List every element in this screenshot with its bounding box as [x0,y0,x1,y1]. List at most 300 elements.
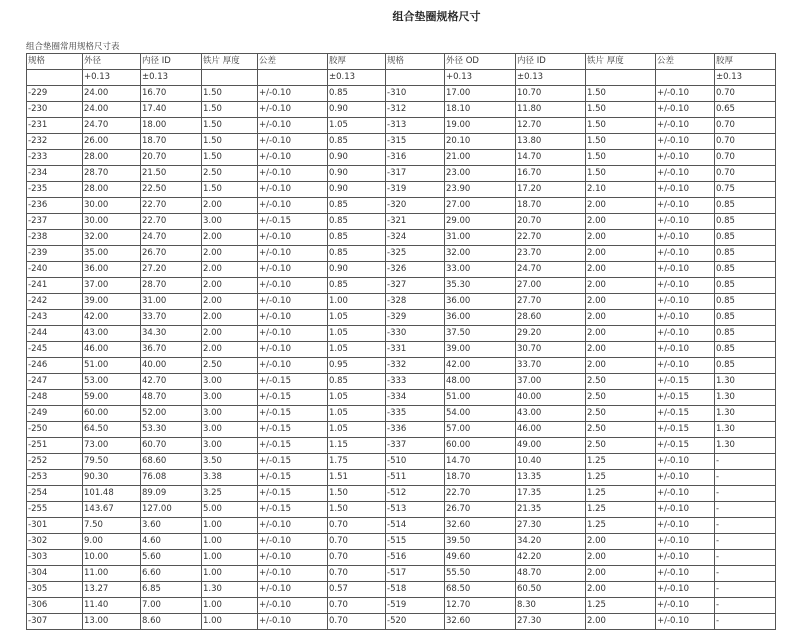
table-cell: 1.00 [202,614,258,630]
table-cell: 29.20 [516,326,586,342]
table-cell: 46.00 [83,342,141,358]
table-cell: 1.00 [202,534,258,550]
table-cell: -305 [27,582,83,598]
table-cell: -333 [386,374,445,390]
table-cell: 2.00 [586,326,656,342]
table-cell: -317 [386,166,445,182]
table-cell: 28.70 [141,278,202,294]
table-cell: 0.85 [715,198,776,214]
table-row [27,246,776,262]
table-cell: 0.85 [715,230,776,246]
table-cell: 铁片 厚度 [586,54,656,70]
table-cell: 28.60 [516,310,586,326]
table-cell: -336 [386,422,445,438]
table-cell: 0.85 [328,214,386,230]
table-cell: 11.80 [516,102,586,118]
table-cell: +/-0.10 [258,134,328,150]
table-row [27,118,776,134]
table-cell: 42.00 [83,310,141,326]
table-cell: 3.38 [202,470,258,486]
table-cell: 34.30 [141,326,202,342]
table-cell: 36.70 [141,342,202,358]
table-cell: 37.50 [445,326,516,342]
table-cell: 规格 [27,54,83,70]
table-cell: 2.50 [586,374,656,390]
table-cell: +/-0.15 [656,374,715,390]
table-cell: - [715,582,776,598]
table-cell: 31.00 [445,230,516,246]
table-cell: +/-0.10 [258,230,328,246]
table-cell: +/-0.10 [656,326,715,342]
table-cell: 1.00 [202,550,258,566]
table-cell: 20.70 [141,150,202,166]
table-cell: 胶厚 [328,54,386,70]
table-cell: -332 [386,358,445,374]
table-cell: - [715,502,776,518]
table-cell: 11.40 [83,598,141,614]
table-cell: +/-0.10 [258,310,328,326]
table-cell: 0.90 [328,262,386,278]
table-row [27,470,776,486]
table-cell: 2.00 [586,278,656,294]
table-cell: 27.00 [445,198,516,214]
table-cell: 1.15 [328,438,386,454]
table-cell: 1.50 [202,134,258,150]
table-cell: 0.70 [715,86,776,102]
table-row [27,198,776,214]
table-cell: +/-0.10 [656,502,715,518]
table-cell: 内径 ID [516,54,586,70]
table-cell: +/-0.10 [656,182,715,198]
table-cell: -319 [386,182,445,198]
table-row [27,358,776,374]
table-cell: 16.70 [516,166,586,182]
table-cell: 26.00 [83,134,141,150]
table-cell: 43.00 [83,326,141,342]
table-cell: 3.50 [202,454,258,470]
table-cell: +/-0.10 [258,150,328,166]
table-cell: -250 [27,422,83,438]
table-cell: +/-0.15 [258,214,328,230]
table-cell: 0.70 [715,134,776,150]
table-row [27,166,776,182]
table-cell: 0.90 [328,166,386,182]
table-cell: -510 [386,454,445,470]
table-cell: -229 [27,86,83,102]
table-cell: 21.50 [141,166,202,182]
table-cell: -519 [386,598,445,614]
table-cell: 27.00 [516,278,586,294]
table-cell: -315 [386,134,445,150]
table-cell: 60.00 [445,438,516,454]
table-cell: 外径 OD [445,54,516,70]
table-cell: 2.00 [586,550,656,566]
table-cell: -515 [386,534,445,550]
table-cell: +/-0.10 [258,614,328,630]
table-cell: 53.30 [141,422,202,438]
table-cell: 0.85 [715,342,776,358]
table-cell: +/-0.10 [656,598,715,614]
table-cell: 1.75 [328,454,386,470]
table-cell: - [715,470,776,486]
table-cell: 32.60 [445,518,516,534]
table-cell: 1.05 [328,406,386,422]
table-cell: 27.20 [141,262,202,278]
table-cell: 6.60 [141,566,202,582]
table-cell: 55.50 [445,566,516,582]
table-cell: -252 [27,454,83,470]
table-cell: 1.50 [202,102,258,118]
table-cell: 1.30 [715,422,776,438]
table-cell: 1.00 [202,566,258,582]
table-cell: 6.85 [141,582,202,598]
table-cell: 17.00 [445,86,516,102]
table-cell: 1.00 [328,294,386,310]
table-row [27,374,776,390]
table-cell: +/-0.15 [656,438,715,454]
table-cell: - [715,598,776,614]
table-cell: 1.00 [202,598,258,614]
table-cell: -330 [386,326,445,342]
table-cell: 2.00 [202,342,258,358]
table-cell: -327 [386,278,445,294]
table-cell: +/-0.10 [258,262,328,278]
table-cell: +/-0.10 [656,230,715,246]
table-cell: - [715,566,776,582]
table-cell: +/-0.10 [656,294,715,310]
table-cell: -512 [386,486,445,502]
table-cell [656,70,715,86]
table-cell: +/-0.15 [258,438,328,454]
table-cell: +/-0.10 [656,550,715,566]
table-cell: 33.70 [516,358,586,374]
table-cell: ±0.13 [141,70,202,86]
table-cell: 33.70 [141,310,202,326]
table-cell: 2.50 [586,390,656,406]
table-cell: 2.00 [586,342,656,358]
table-cell: - [715,454,776,470]
table-cell: 公差 [656,54,715,70]
table-cell: +/-0.10 [258,166,328,182]
table-row [27,150,776,166]
table-cell: -520 [386,614,445,630]
table-cell: 28.00 [83,150,141,166]
table-cell: 1.05 [328,390,386,406]
table-row [27,518,776,534]
table-cell: +/-0.10 [656,614,715,630]
table-cell: -245 [27,342,83,358]
table-cell: -320 [386,198,445,214]
table-cell: 18.00 [141,118,202,134]
table-cell: 1.05 [328,342,386,358]
table-cell: +/-0.10 [656,486,715,502]
table-cell: -517 [386,566,445,582]
table-cell: +/-0.10 [656,470,715,486]
table-cell: 2.00 [586,246,656,262]
table-cell: 0.85 [715,294,776,310]
table-cell: +/-0.10 [656,198,715,214]
table-cell: +/-0.10 [258,518,328,534]
table-cell: 37.00 [516,374,586,390]
table-cell: 1.50 [202,150,258,166]
table-cell [386,70,445,86]
table-cell: +/-0.10 [656,342,715,358]
table-cell: 34.20 [516,534,586,550]
table-cell: 1.25 [586,454,656,470]
table-cell: 68.60 [141,454,202,470]
table-cell: 32.60 [445,614,516,630]
table-cell: +/-0.15 [258,374,328,390]
table-cell: 51.00 [445,390,516,406]
table-row [27,422,776,438]
table-cell: 10.00 [83,550,141,566]
table-cell: 2.00 [202,230,258,246]
table-cell: -304 [27,566,83,582]
table-cell: 0.85 [328,230,386,246]
table-cell: 33.00 [445,262,516,278]
table-cell: +/-0.15 [656,406,715,422]
table-cell: 3.00 [202,406,258,422]
table-cell: 1.30 [715,390,776,406]
table-cell: -233 [27,150,83,166]
table-cell: 5.60 [141,550,202,566]
table-cell: 2.50 [586,438,656,454]
table-cell: +/-0.15 [258,406,328,422]
table-cell: 1.25 [586,486,656,502]
table-cell: 2.50 [586,406,656,422]
table-cell: 42.20 [516,550,586,566]
table-row [27,294,776,310]
table-cell: 0.85 [715,262,776,278]
table-cell: 0.85 [328,246,386,262]
table-cell: 36.00 [445,294,516,310]
table-cell: 89.09 [141,486,202,502]
table-cell: +/-0.15 [258,422,328,438]
table-cell: ±0.13 [715,70,776,86]
table-row [27,262,776,278]
table-cell: 26.70 [445,502,516,518]
table-cell [27,70,83,86]
table-cell: 57.00 [445,422,516,438]
table-cell: 49.00 [516,438,586,454]
table-cell: 1.30 [715,374,776,390]
table-cell: +/-0.10 [656,246,715,262]
table-cell: 22.70 [516,230,586,246]
table-cell: 2.00 [586,614,656,630]
table-cell: 43.00 [516,406,586,422]
table-cell: +/-0.10 [258,182,328,198]
table-cell: +/-0.10 [258,278,328,294]
table-cell: 48.00 [445,374,516,390]
table-cell: 18.70 [516,198,586,214]
table-cell: - [715,486,776,502]
table-cell: 2.00 [586,230,656,246]
table-cell: 24.00 [83,102,141,118]
table-cell: +0.13 [83,70,141,86]
table-cell: 60.00 [83,406,141,422]
table-cell: 10.70 [516,86,586,102]
table-cell: 1.50 [586,102,656,118]
table-cell: 1.50 [586,150,656,166]
table-cell: +/-0.10 [258,86,328,102]
table-cell: 1.05 [328,118,386,134]
table-cell: 14.70 [445,454,516,470]
table-cell: +/-0.10 [258,534,328,550]
table-row [27,230,776,246]
table-row [27,550,776,566]
table-cell: 1.05 [328,310,386,326]
table-cell: 28.00 [83,182,141,198]
table-header-row [27,54,776,70]
table-cell: +/-0.10 [656,582,715,598]
table-cell: -254 [27,486,83,502]
table-row [27,566,776,582]
table-cell: 29.00 [445,214,516,230]
table-cell: -328 [386,294,445,310]
table-cell: -303 [27,550,83,566]
table-cell: 1.05 [328,422,386,438]
table-cell: -237 [27,214,83,230]
table-cell: 11.00 [83,566,141,582]
table-cell: 23.00 [445,166,516,182]
table-cell: +/-0.10 [656,454,715,470]
table-cell: 32.00 [83,230,141,246]
table-cell: 1.25 [586,598,656,614]
table-cell: 60.50 [516,582,586,598]
table-cell: -248 [27,390,83,406]
table-cell: +/-0.10 [656,150,715,166]
table-cell: 内径 ID [141,54,202,70]
table-cell: 26.70 [141,246,202,262]
table-cell: 0.70 [715,166,776,182]
table-cell: 19.00 [445,118,516,134]
table-cell: 51.00 [83,358,141,374]
table-cell: 127.00 [141,502,202,518]
table-cell: 7.00 [141,598,202,614]
table-cell: 24.70 [141,230,202,246]
table-cell: -326 [386,262,445,278]
table-cell: ±0.13 [328,70,386,86]
table-cell: - [715,518,776,534]
spec-table [26,53,776,630]
table-cell: 3.00 [202,422,258,438]
table-cell: 16.70 [141,86,202,102]
table-cell: -240 [27,262,83,278]
table-cell: 30.00 [83,198,141,214]
table-cell: +/-0.10 [656,534,715,550]
table-cell: 1.00 [202,518,258,534]
table-cell: 8.60 [141,614,202,630]
table-cell: 外径 [83,54,141,70]
table-cell: 73.00 [83,438,141,454]
table-cell [586,70,656,86]
table-cell: -310 [386,86,445,102]
table-cell: +/-0.15 [258,390,328,406]
table-cell: 39.00 [83,294,141,310]
table-cell: -241 [27,278,83,294]
table-cell: +/-0.10 [258,566,328,582]
table-cell: 1.25 [586,470,656,486]
table-cell: 铁片 厚度 [202,54,258,70]
table-cell: +/-0.10 [656,86,715,102]
table-row [27,278,776,294]
table-cell: 68.50 [445,582,516,598]
table-cell: 0.90 [328,182,386,198]
table-cell: 17.40 [141,102,202,118]
table-cell: -238 [27,230,83,246]
table-cell: 12.70 [445,598,516,614]
table-cell: 2.00 [586,294,656,310]
table-cell: 30.70 [516,342,586,358]
table-cell: 3.00 [202,390,258,406]
table-cell: 36.00 [445,310,516,326]
table-cell: 27.30 [516,614,586,630]
table-cell: 4.60 [141,534,202,550]
table-cell: 0.85 [715,278,776,294]
table-cell: 0.70 [328,614,386,630]
table-cell: 3.00 [202,374,258,390]
table-cell: -516 [386,550,445,566]
table-cell: 1.50 [328,486,386,502]
table-cell: -236 [27,198,83,214]
table-cell: 2.00 [202,326,258,342]
table-cell: 18.70 [445,470,516,486]
table-cell: 0.70 [328,518,386,534]
table-cell: 0.70 [715,118,776,134]
table-cell: +/-0.10 [656,214,715,230]
table-row [27,534,776,550]
table-caption: 组合垫圈常用规格尺寸表 [26,42,120,52]
table-cell: 1.30 [202,582,258,598]
table-cell: 59.00 [83,390,141,406]
table-cell: +/-0.10 [656,118,715,134]
table-cell: 2.00 [586,358,656,374]
table-cell: 42.00 [445,358,516,374]
table-cell: 22.50 [141,182,202,198]
table-row [27,86,776,102]
table-cell: 0.95 [328,358,386,374]
table-cell: +0.13 [445,70,516,86]
table-cell: 8.30 [516,598,586,614]
table-row [27,342,776,358]
table-cell: -334 [386,390,445,406]
table-cell: 143.67 [83,502,141,518]
table-cell: -249 [27,406,83,422]
table-cell: 2.00 [586,534,656,550]
table-cell: 1.50 [202,118,258,134]
table-cell: 12.70 [516,118,586,134]
table-cell: 0.90 [328,102,386,118]
table-cell: 31.00 [141,294,202,310]
table-cell: 35.00 [83,246,141,262]
table-cell: -316 [386,150,445,166]
table-cell: 52.00 [141,406,202,422]
table-cell: 2.00 [202,310,258,326]
table-cell: -511 [386,470,445,486]
table-row [27,582,776,598]
table-cell: 0.70 [328,550,386,566]
table-row [27,310,776,326]
table-row [27,406,776,422]
table-cell: 3.60 [141,518,202,534]
table-row [27,214,776,230]
table-cell: +/-0.10 [258,246,328,262]
table-cell [202,70,258,86]
table-cell: 35.30 [445,278,516,294]
table-cell: -337 [386,438,445,454]
table-cell: -513 [386,502,445,518]
table-cell: - [715,534,776,550]
